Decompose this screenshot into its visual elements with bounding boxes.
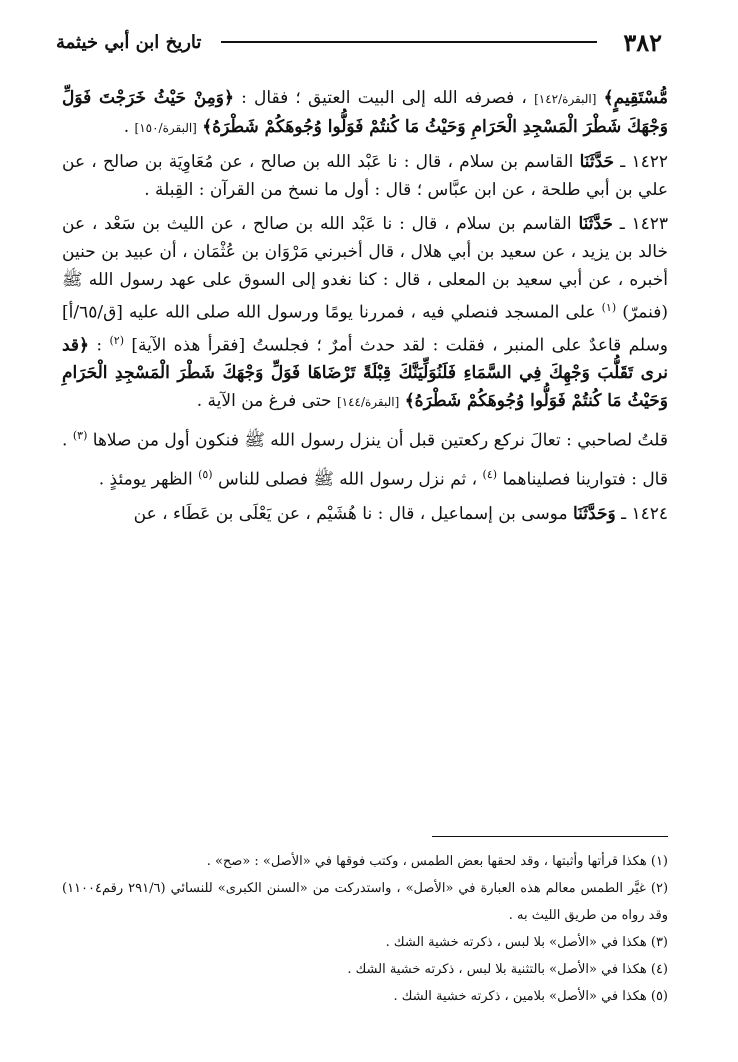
paragraph-text: ١٤٢٤ ـ xyxy=(621,503,668,524)
verse-reference: [البقرة/١٥٠] xyxy=(134,121,197,135)
footnote-item: (١) هكذا قرأتها وأثبتها ، وقد لحقها بعض الطمس ، وكتب فوقها في «الأصل» : «صح» . xyxy=(206,854,668,869)
footnote-marker: (٥) xyxy=(198,467,213,481)
paragraph xyxy=(62,422,668,455)
paragraph-text: موسى بن إسماعيل ، قال : نا هُشَيْم ، عن يَعْلَى بن عَطَاء ، عن xyxy=(133,503,568,524)
quran-verse: مُّسْتَقِيمٍ﴾ xyxy=(603,88,669,108)
paragraph xyxy=(62,148,668,204)
paragraph-text: حتى فرغ من الآية . xyxy=(196,391,332,412)
paragraph xyxy=(62,84,668,142)
footnote-marker: (٢) xyxy=(109,333,124,347)
paragraph-text: الظهر يومئذٍ . xyxy=(98,469,193,490)
book-title: تاريخ ابن أبي خيثمة xyxy=(56,31,202,53)
page-header xyxy=(56,24,662,60)
footnote-item: (٥) هكذا في «الأصل» بلامين ، ذكرته خشية الشك . xyxy=(393,989,668,1004)
paragraph-text: ١٤٢٣ ـ xyxy=(619,214,668,234)
paragraph-text: القاسم بن سلام ، قال : نا عَبْد الله بن صالح ، عن مُعَاوِيَة بن صالح ، عن علي بن أبي طلحة ، عن ابن عبَّاس ؛ قال : أول ما نسخ من القرآن : القِبلة . xyxy=(62,152,668,200)
verse-reference: [البقرة/١٤٤] xyxy=(336,395,400,410)
paragraph-text: القاسم بن سلام ، قال : نا عَبْد الله بن صالح ، عن الليث بن سَعْد ، عن خالد بن يزيد ، عن سعيد بن أبي هلال ، قال أخبرني مَرْوَان بن عُثْمَان ، أن عبيد بن حنين أخبره ، عن أبي سعيد بن المعلى ، قال : كنا نغدو إلى السوق على عهد رسول الله ﷺ (فنمرّ) xyxy=(62,214,669,323)
footnote-marker: (٤) xyxy=(482,467,498,481)
header-rule xyxy=(221,41,597,43)
paragraph-text: ، ثم نزل رسول الله ﷺ فصلى للناس xyxy=(218,469,478,490)
footnotes xyxy=(62,848,668,1010)
verse-reference: [البقرة/١٤٢] xyxy=(534,92,597,106)
paragraph xyxy=(62,500,668,528)
main-text xyxy=(62,84,668,534)
paragraph-text: على المسجد فنصلي فيه ، فمررنا يومًا ورسول الله صلى الله عليه [ق/٦٥/أ] وسلم قاعدٌ على المنبر ، فقلت : لقد حدث أمرٌ ؛ فجلستُ [فقرأ هذه الآية] xyxy=(62,302,669,356)
narration-keyword: حَدَّثَنَا xyxy=(578,214,613,234)
paragraph-text: ، فصرفه الله إلى البيت العتيق ؛ فقال : xyxy=(241,88,527,108)
footnote-item: (٤) هكذا في «الأصل» بالتثنية بلا لبس ، ذكرته خشية الشك . xyxy=(347,962,668,977)
footnote-marker: (٣) xyxy=(72,429,88,443)
paragraph-text: ١٤٢٢ ـ xyxy=(620,152,668,172)
quran-verse: ﴿وَمِنْ حَيْثُ خَرَجْتَ فَوَلِّ وَجْهَكَ شَطْرَ الْمَسْجِدِ الْحَرَامِ وَحَيْثُ مَا كُنتُمْ فَوَلُّوا وُجُوهَكُمْ شَطْرَهُ﴾ xyxy=(62,88,668,137)
paragraph-text: : xyxy=(96,335,103,356)
paragraph-text: . xyxy=(123,117,130,137)
footnote-item: (٣) هكذا في «الأصل» بلا لبس ، ذكرته خشية الشك . xyxy=(385,935,668,950)
quran-verse: ﴿قد نرى تَقَلُّبَ وَجْهِكَ فِي السَّمَاءِ فَلَنُوَلِّيَنَّكَ قِبْلَةً تَرْضَاهَا فَوَلِّ وَجْهَكَ شَطْرَ الْمَسْجِدِ الْحَرَامِ وَحَيْثُ مَا كُنتُمْ فَوَلُّوا وُجُوهَكُمْ شَطْرَهُ﴾ xyxy=(62,335,668,412)
paragraph-text: قلتُ لصاحبي : تعالَ نركع ركعتين قبل أن ينزل رسول الله ﷺ فنكون أول من صلاها xyxy=(92,430,668,451)
narration-keyword: حَدَّثَنَا xyxy=(579,152,615,172)
page-number: ٣٨٢ xyxy=(623,27,662,57)
paragraph xyxy=(62,461,668,494)
paragraph-text: قال : فتوارينا فصليناهما xyxy=(502,469,668,490)
footnote-separator xyxy=(432,836,668,837)
paragraph-text: . xyxy=(62,430,68,451)
paragraph xyxy=(62,210,668,416)
footnote-item: (٢) غيَّر الطمس معالم هذه العبارة في «الأصل» ، واستدركت من «السنن الكبرى» للنسائي (٢٩١/٦ رقم١١٠٠٤) وقد رواه من طريق الليث به . xyxy=(62,881,669,923)
footnote-marker: (١) xyxy=(601,301,617,314)
narration-keyword: وَحَدَّثَنَا xyxy=(572,503,616,524)
